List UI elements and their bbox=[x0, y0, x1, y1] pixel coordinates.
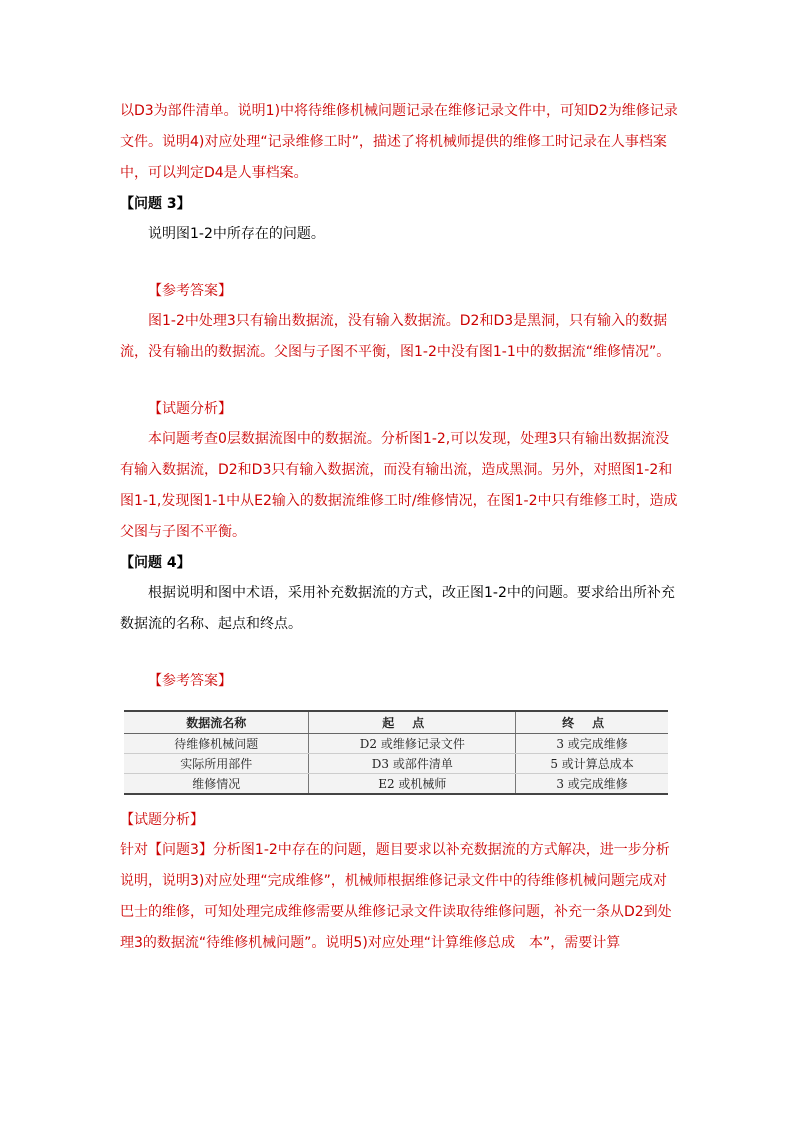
table-cell: 实际所用部件 bbox=[124, 754, 309, 774]
question-3-analysis: 本问题考查0层数据流图中的数据流。分析图1-2,可以发现，处理3只有输出数据流没有输入数据流，D2和D3只有输入数据流，而没有输出流，造成黑洞。另外，对照图1-2和图1-1,发现图1-1中从E2输入的数据流维修工时/维修情况，在图1-2中只有维修工时，造成父图与子图不平衡。 bbox=[120, 431, 678, 540]
question-4-text: 根据说明和图中术语，采用补充数据流的方式，改正图1-2中的问题。要求给出所补充数据流的名称、起点和终点。 bbox=[120, 585, 675, 632]
table-cell: E2 或机械师 bbox=[309, 774, 516, 794]
answer-table-image bbox=[124, 710, 668, 795]
table-cell: D3 或部件清单 bbox=[309, 754, 516, 774]
top-paragraph: 以D3为部件清单。说明1)中将待维修机械问题记录在维修记录文件中，可知D2为维修记录文件。说明4)对应处理“记录维修工时”，描述了将机械师提供的维修工时记录在人事档案中，可以判定D4是人事档案。 bbox=[120, 103, 678, 181]
table-header-start: 起点 bbox=[309, 712, 516, 734]
table-cell: 待维修机械问题 bbox=[124, 734, 309, 754]
answer-table bbox=[124, 712, 668, 793]
table-row bbox=[124, 774, 668, 794]
table-header-end: 终点 bbox=[516, 712, 668, 734]
question-3-heading: 【问题 3】 bbox=[120, 196, 191, 212]
table-row bbox=[124, 754, 668, 774]
question-3-answer: 图1-2中处理3只有输出数据流，没有输入数据流。D2和D3是黑洞，只有输入的数据流，没有输出的数据流。父图与子图不平衡，图1-2中没有图1-1中的数据流“维修情况”。 bbox=[120, 313, 671, 360]
question-4-heading: 【问题 4】 bbox=[120, 555, 191, 571]
question-4-answer-label: 【参考答案】 bbox=[148, 673, 232, 689]
question-4-analysis-label: 【试题分析】 bbox=[120, 812, 204, 828]
table-cell: 3 或完成维修 bbox=[516, 774, 668, 794]
question-3-answer-label: 【参考答案】 bbox=[148, 283, 232, 299]
table-cell: 维修情况 bbox=[192, 777, 241, 791]
question-3-analysis-label: 【试题分析】 bbox=[148, 401, 232, 417]
table-cell: 3 或完成维修 bbox=[516, 734, 668, 754]
table-row bbox=[124, 734, 668, 754]
table-header-name: 数据流名称 bbox=[124, 712, 309, 734]
question-3-text: 说明图1-2中所存在的问题。 bbox=[148, 226, 325, 242]
table-header-row bbox=[124, 712, 668, 734]
table-cell: 5 或计算总成本 bbox=[516, 754, 668, 774]
table-cell: D2 或维修记录文件 bbox=[309, 734, 516, 754]
question-4-analysis: 针对【问题3】分析图1-2中存在的问题，题目要求以补充数据流的方式解决，进一步分析说明，说明3)对应处理“完成维修”，机械师根据维修记录文件中的待维修机械问题完成对巴士的维修，可知处理完成维修需要从维修记录文件读取待维修问题，补充一条从D2到处理3的数据流“待维修机械问题”。说明5)对应处理“计算维修总成 本”，需要计算 bbox=[120, 842, 672, 951]
document-body bbox=[120, 96, 680, 959]
